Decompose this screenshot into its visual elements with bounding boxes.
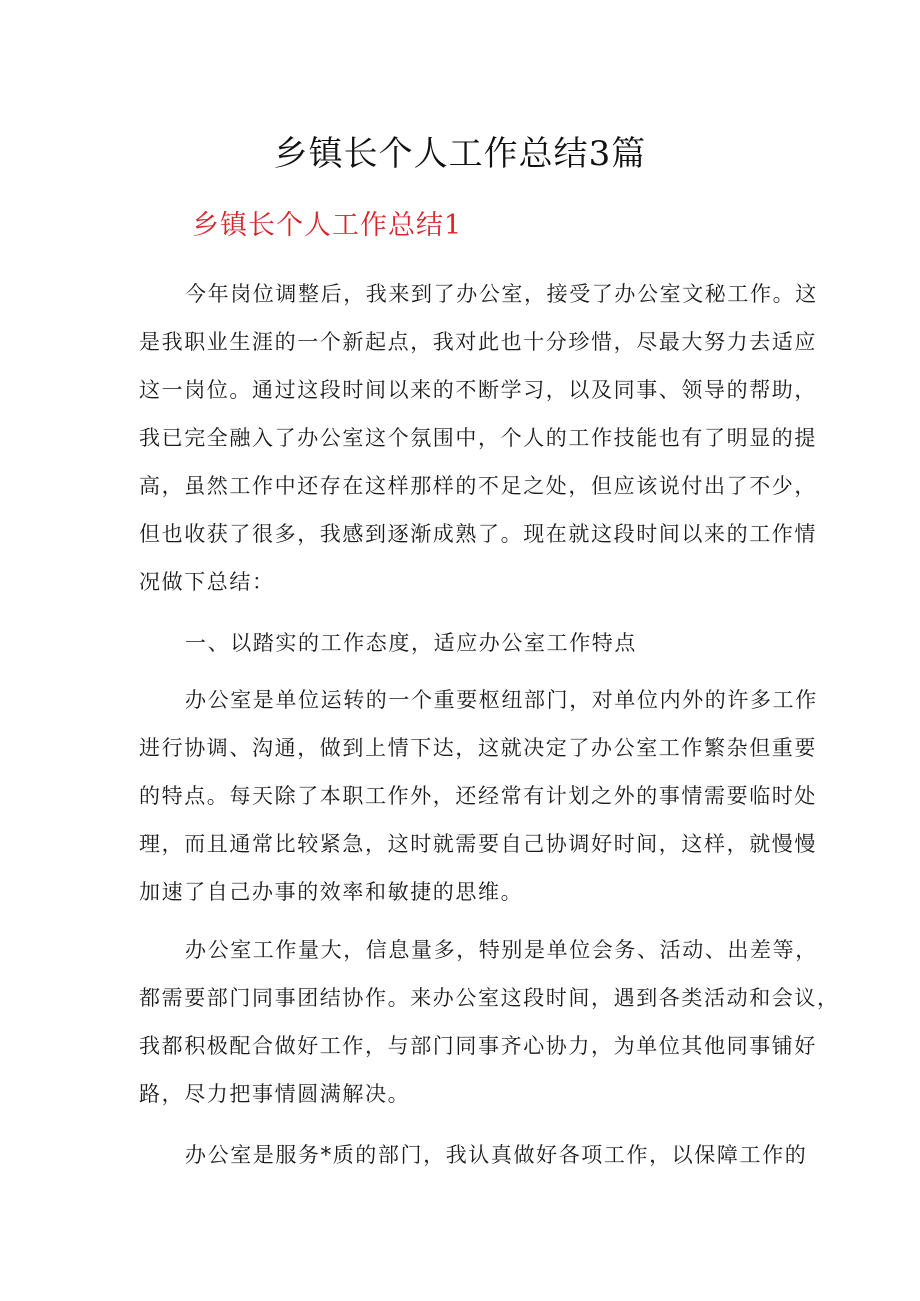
subheading-paragraph	[139, 619, 789, 667]
paragraph-line: 路，尽力把事情圆满解决。	[139, 1082, 411, 1106]
paragraph-line: 进行协调、沟通，做到上情下达，这就决定了办公室工作繁杂但重要	[139, 736, 817, 760]
paragraph-line: 高，虽然工作中还存在这样那样的不足之处，但应该说付出了不少，	[139, 474, 817, 498]
paragraph-line: 办公室工作量大，信息量多，特别是单位会务、活动、出差等，	[185, 938, 818, 962]
document-title: 乡镇长个人工作总结3篇	[273, 134, 647, 174]
paragraph	[139, 676, 818, 916]
paragraph-line: 今年岗位调整后，我来到了办公室，接受了办公室文秘工作。这	[185, 282, 818, 306]
paragraph-line: 理，而且通常比较紧急，这时就需要自己协调好时间，这样，就慢慢	[139, 832, 817, 856]
paragraph	[139, 1131, 808, 1179]
paragraph	[139, 926, 840, 1118]
paragraph	[139, 270, 818, 606]
paragraph-line: 我已完全融入了办公室这个氛围中，个人的工作技能也有了明显的提	[139, 426, 817, 450]
paragraph-line: 办公室是服务*质的部门，我认真做好各项工作，以保障工作的	[185, 1143, 808, 1167]
paragraph-line: 但也收获了很多，我感到逐渐成熟了。现在就这段时间以来的工作情	[139, 522, 817, 546]
paragraph-line: 这一岗位。通过这段时间以来的不断学习，以及同事、领导的帮助，	[139, 378, 817, 402]
section-title: 乡镇长个人工作总结1	[192, 210, 463, 241]
paragraph-line: 我都积极配合做好工作，与部门同事齐心协力，为单位其他同事铺好	[139, 1034, 817, 1058]
paragraph-line: 一、以踏实的工作态度，适应办公室工作特点	[185, 631, 637, 655]
paragraph-line: 都需要部门同事团结协作。来办公室这段时间，遇到各类活动和会议，	[139, 986, 840, 1010]
paragraph-line: 况做下总结：	[139, 570, 275, 594]
paragraph-line: 是我职业生涯的一个新起点，我对此也十分珍惜，尽最大努力去适应	[139, 330, 817, 354]
paragraph-line: 的特点。每天除了本职工作外，还经常有计划之外的事情需要临时处	[139, 784, 817, 808]
paragraph-line: 加速了自己办事的效率和敏捷的思维。	[139, 880, 524, 904]
paragraph-line: 办公室是单位运转的一个重要枢纽部门，对单位内外的许多工作	[185, 688, 818, 712]
